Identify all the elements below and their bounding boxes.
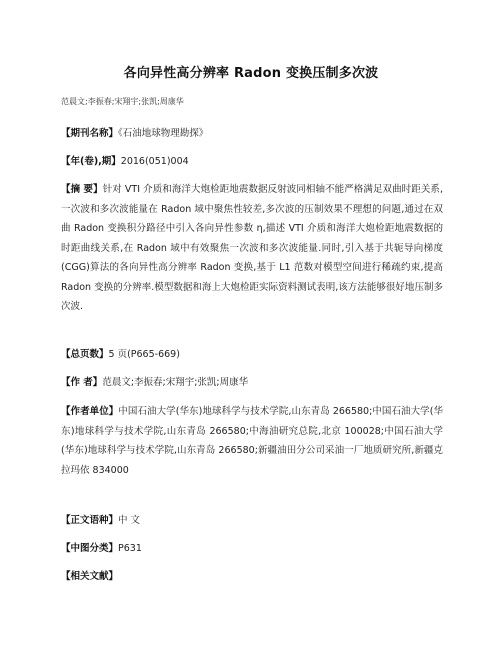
field-year-issue [61, 152, 443, 172]
field-clc [61, 539, 443, 559]
field-label: 【摘 要】 [61, 184, 103, 195]
field-language [61, 511, 443, 531]
field-value: 2016(051)004 [120, 156, 189, 167]
abstract-text: 针对 VTI 介质和海洋大炮检距地震数据反射波同相轴不能严格满足双曲时距关系,一次波和多次波能量在 Radon 域中聚焦性较差,多次波的压制效果不理想的问题,通过在双曲 Radon 变换积分路径中引入各向异性参数 η,描述 VTI 介质和海洋大炮检距地震数据的时距曲线关系,在 Radon 域中有效聚焦一次波和多次波能量.同时,引入基于共轭导向梯度(CGG)算法的各向异性高分辨率 Radon 变换,基于 L1 范数对模型空间进行稀疏约束,提高 Radon 变换的分辨率.模型数据和海上大炮检距实际资料测试表明,该方法能够很好地压制多次波. [61, 184, 443, 312]
field-abstract [61, 180, 443, 317]
field-related [61, 567, 443, 587]
field-affiliation [61, 402, 443, 480]
field-value: 5 页(P665-669) [108, 349, 180, 360]
field-value: P631 [118, 543, 142, 554]
field-label: 【正文语种】 [61, 515, 119, 526]
field-label: 【相关文献】 [61, 571, 119, 582]
affiliation-text: 中国石油大学(华东)地球科学与技术学院,山东青岛 266580;中国石油大学(华东)地球科学与技术学院,山东青岛 266580;中海油研究总院,北京 100028;中国石油大学(华东)地球科学与技术学院,山东青岛 266580;新疆油田分公司采油一厂地质研究所,新疆克拉玛依 834000 [61, 406, 443, 476]
article-title: 各向异性高分辨率 Radon 变换压制多次波 [123, 66, 379, 81]
field-label: 【作者单位】 [61, 406, 119, 417]
field-value: 中 文 [118, 515, 141, 526]
field-pages [61, 345, 443, 365]
field-label: 【总页数】 [61, 349, 109, 360]
field-value: 范晨文;李振春;宋翔宇;张凯;周康华 [102, 377, 249, 388]
field-label: 【中图分类】 [61, 543, 119, 554]
field-label: 【期刊名称】 [61, 128, 119, 139]
field-label: 【作 者】 [61, 377, 103, 388]
field-label: 【年(卷),期】 [61, 156, 121, 167]
field-value: 《石油地球物理勘探》 [118, 128, 209, 139]
field-authors [61, 373, 443, 393]
field-journal [61, 124, 443, 144]
authors-byline: 范晨文;李振春;宋翔宇;张凯;周康华 [61, 97, 184, 106]
